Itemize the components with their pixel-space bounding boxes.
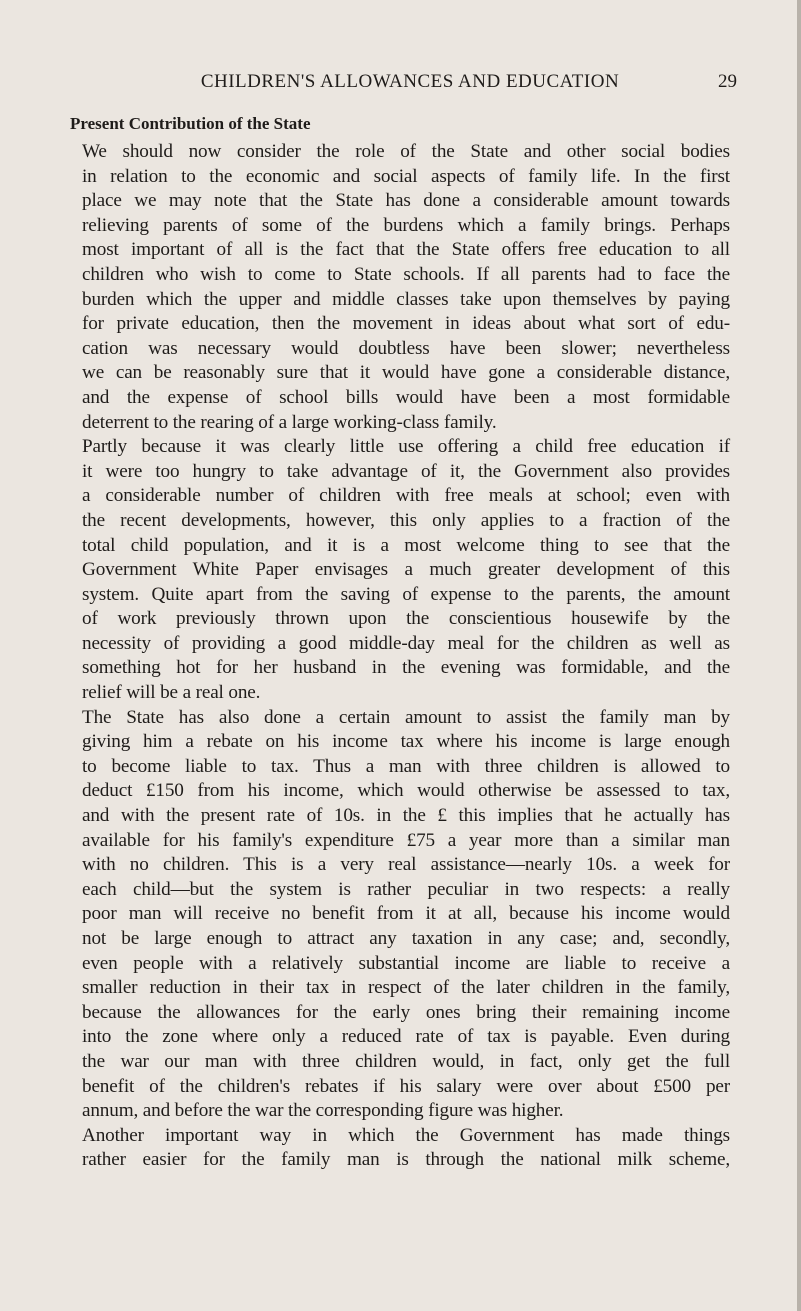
paragraph	[82, 140, 730, 435]
text-line: of work previously thrown upon the conscientious housewife by the	[82, 608, 730, 630]
text-line: benefit of the children's rebates if his salary were over about £500 per	[82, 1075, 730, 1097]
text-line: because the allowances for the early ones bring their remaining income	[82, 1001, 730, 1023]
text-line: with no children. This is a very real assistance—nearly 10s. a week for	[82, 854, 730, 876]
text-line: poor man will receive no benefit from it at all, because his income would	[82, 903, 730, 925]
text-line: Partly because it was clearly little use offering a child free education if	[82, 436, 730, 458]
text-line: giving him a rebate on his income tax where his income is large enough	[82, 731, 730, 753]
paragraph	[82, 1124, 730, 1173]
text-line: total child population, and it is a most welcome thing to see that the	[82, 534, 730, 556]
text-line: for private education, then the movement in ideas about what sort of edu-	[82, 313, 730, 335]
text-line: even people with a relatively substantial income are liable to receive a	[82, 952, 730, 974]
text-line: necessity of providing a good middle-day meal for the children as well as	[82, 632, 730, 654]
section-heading: Present Contribution of the State	[70, 114, 311, 133]
text-line: it were too hungry to take advantage of it, the Government also provides	[82, 460, 730, 482]
text-line: something hot for her husband in the evening was formidable, and the	[82, 657, 730, 679]
page-number: 29	[718, 71, 737, 92]
running-title: CHILDREN'S ALLOWANCES AND EDUCATION	[200, 71, 620, 92]
text-line: available for his family's expenditure £75 a year more than a similar man	[82, 829, 730, 851]
page-edge-shadow	[797, 0, 801, 1311]
text-line: most important of all is the fact that the State offers free education to all	[82, 239, 730, 261]
text-line: the recent developments, however, this only applies to a fraction of the	[82, 509, 730, 531]
paragraph	[82, 435, 730, 706]
text-line: and with the present rate of 10s. in the £ this implies that he actually has	[82, 805, 730, 827]
body-text	[82, 140, 730, 1173]
text-line: annum, and before the war the corresponding figure was higher.	[82, 1100, 564, 1122]
text-line: relieving parents of some of the burdens which a family brings. Perhaps	[82, 214, 730, 236]
text-line: not be large enough to attract any taxation in any case; and, secondly,	[82, 928, 730, 949]
text-line: place we may note that the State has done a considerable amount towards	[82, 190, 730, 212]
text-line: Government White Paper envisages a much greater development of this	[82, 559, 730, 581]
text-line: into the zone where only a reduced rate of tax is payable. Even during	[82, 1026, 730, 1048]
text-line: The State has also done a certain amount to assist the family man by	[82, 706, 730, 728]
text-line: to become liable to tax. Thus a man with three children is allowed to	[82, 755, 730, 777]
text-line: rather easier for the family man is through the national milk scheme,	[82, 1149, 730, 1171]
text-line: deduct £150 from his income, which would otherwise be assessed to tax,	[82, 780, 730, 802]
text-line: smaller reduction in their tax in respect of the later children in the family,	[82, 977, 730, 999]
text-line: each child—but the system is rather peculiar in two respects: a really	[82, 878, 730, 900]
text-line: Another important way in which the Government has made things	[82, 1124, 730, 1146]
text-line: children who wish to come to State schools. If all parents had to face the	[82, 263, 730, 285]
text-line: deterrent to the rearing of a large working-class family.	[82, 411, 497, 433]
text-line: and the expense of school bills would have been a most formidable	[82, 386, 730, 408]
text-line: relief will be a real one.	[82, 682, 261, 704]
text-line: the war our man with three children would, in fact, only get the full	[82, 1050, 730, 1072]
text-line: burden which the upper and middle classes take upon themselves by paying	[82, 288, 730, 310]
text-line: system. Quite apart from the saving of expense to the parents, the amount	[82, 583, 730, 605]
text-line: we can be reasonably sure that it would have gone a considerable distance,	[82, 362, 730, 384]
text-line: a considerable number of children with free meals at school; even with	[82, 485, 730, 507]
text-line: We should now consider the role of the State and other social bodies	[82, 141, 730, 162]
text-line: in relation to the economic and social aspects of family life. In the first	[82, 165, 730, 187]
paragraph	[82, 706, 730, 1124]
text-line: cation was necessary would doubtless have been slower; nevertheless	[82, 337, 730, 359]
